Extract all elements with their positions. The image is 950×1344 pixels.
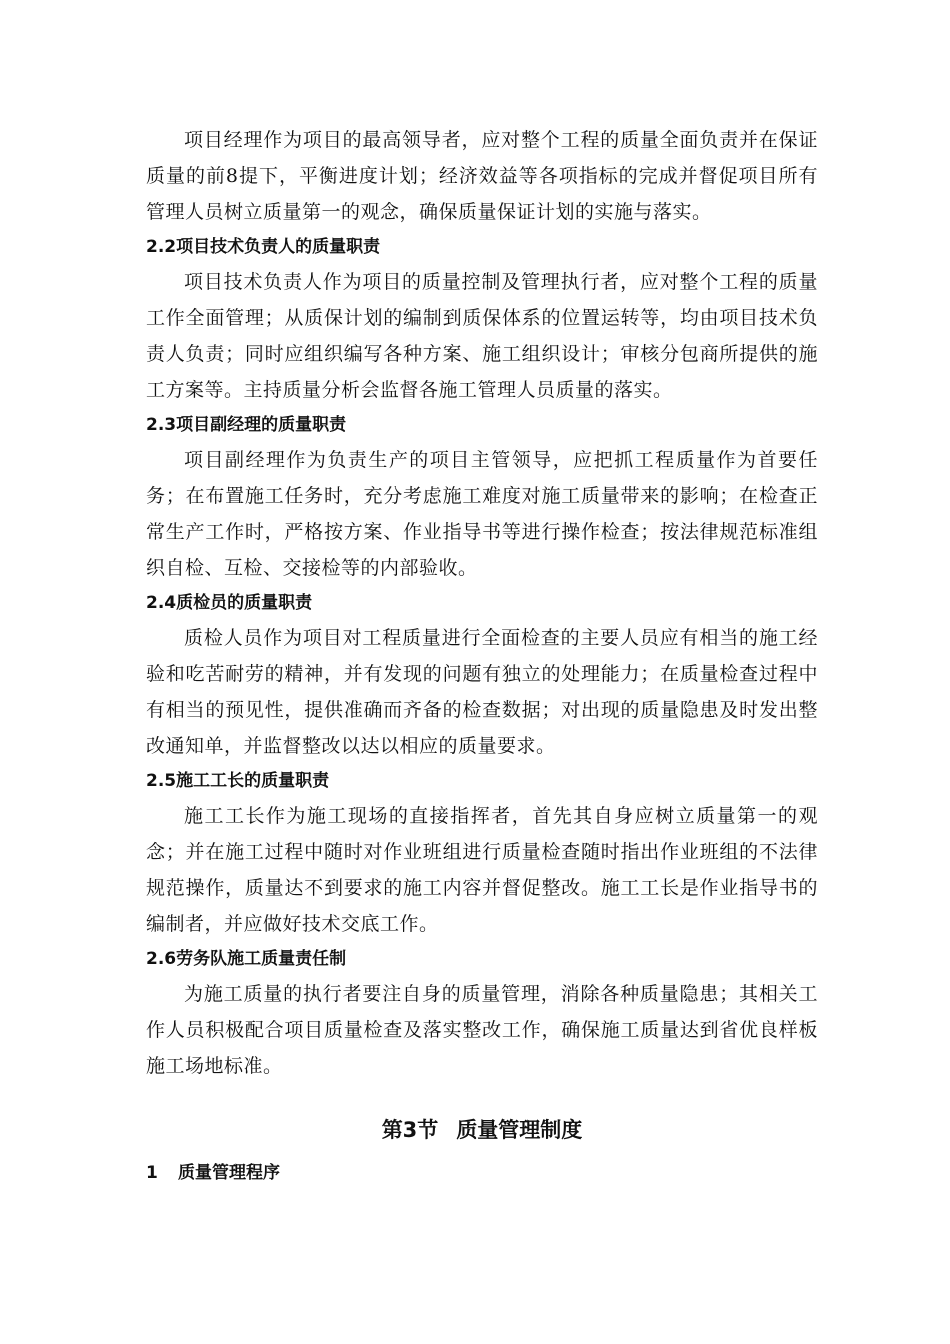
section-2-6 — [146, 942, 818, 1084]
section-heading: 2.5施工工长的质量职责 — [146, 771, 330, 791]
section-heading: 2.3项目副经理的质量职责 — [146, 415, 347, 435]
subsection-text: 质量管理程序 — [178, 1163, 280, 1183]
section-paragraph: 项目副经理作为负责生产的项目主管领导，应把抓工程质量作为首要任务；在布置施工任务时，充分考虑施工难度对施工质量带来的影响；在检查正常生产工作时，严格按方案、作业指导书等进行操作检查；按法律规范标准组织自检、互检、交接检等的内部验收。 — [146, 449, 818, 579]
document-body — [146, 122, 818, 1190]
section-2-2 — [146, 230, 818, 408]
section-2-4 — [146, 586, 818, 764]
intro-paragraph: 项目经理作为项目的最高领导者，应对整个工程的质量全面负责并在保证质量的前8提下，平衡进度计划；经济效益等各项指标的完成并督促项目所有管理人员树立质量第一的观念，确保质量保证计划的实施与落实。 — [146, 129, 818, 223]
section-2-5 — [146, 764, 818, 942]
section-title-number: 第3节 — [381, 1118, 439, 1142]
section-heading: 2.2项目技术负责人的质量职责 — [146, 237, 381, 257]
subsection-number: 1 — [146, 1163, 158, 1183]
section-title-text: 质量管理制度 — [456, 1118, 583, 1142]
section-heading: 2.6劳务队施工质量责任制 — [146, 949, 347, 969]
section-2-3 — [146, 408, 818, 586]
subsection-title — [146, 1156, 818, 1190]
section-paragraph: 质检人员作为项目对工程质量进行全面检查的主要人员应有相当的施工经验和吃苦耐劳的精神，并有发现的问题有独立的处理能力；在质量检查过程中有相当的预见性，提供准确而齐备的检查数据；对出现的质量隐患及时发出整改通知单，并监督整改以达以相应的质量要求。 — [146, 627, 818, 757]
section-paragraph: 为施工质量的执行者要注自身的质量管理，消除各种质量隐患；其相关工作人员积极配合项目质量检查及落实整改工作，确保施工质量达到省优良样板施工场地标准。 — [146, 983, 818, 1077]
section-heading: 2.4质检员的质量职责 — [146, 593, 313, 613]
section-paragraph: 项目技术负责人作为项目的质量控制及管理执行者，应对整个工程的质量工作全面管理；从质保计划的编制到质保体系的位置运转等，均由项目技术负责人负责；同时应组织编写各种方案、施工组织设计；审核分包商所提供的施工方案等。主持质量分析会监督各施工管理人员质量的落实。 — [146, 271, 818, 401]
section-paragraph: 施工工长作为施工现场的直接指挥者，首先其自身应树立质量第一的观念；并在施工过程中随时对作业班组进行质量检查随时指出作业班组的不法律规范操作，质量达不到要求的施工内容并督促整改。施工工长是作业指导书的编制者，并应做好技术交底工作。 — [146, 805, 818, 935]
chapter-section-title — [146, 1110, 818, 1150]
